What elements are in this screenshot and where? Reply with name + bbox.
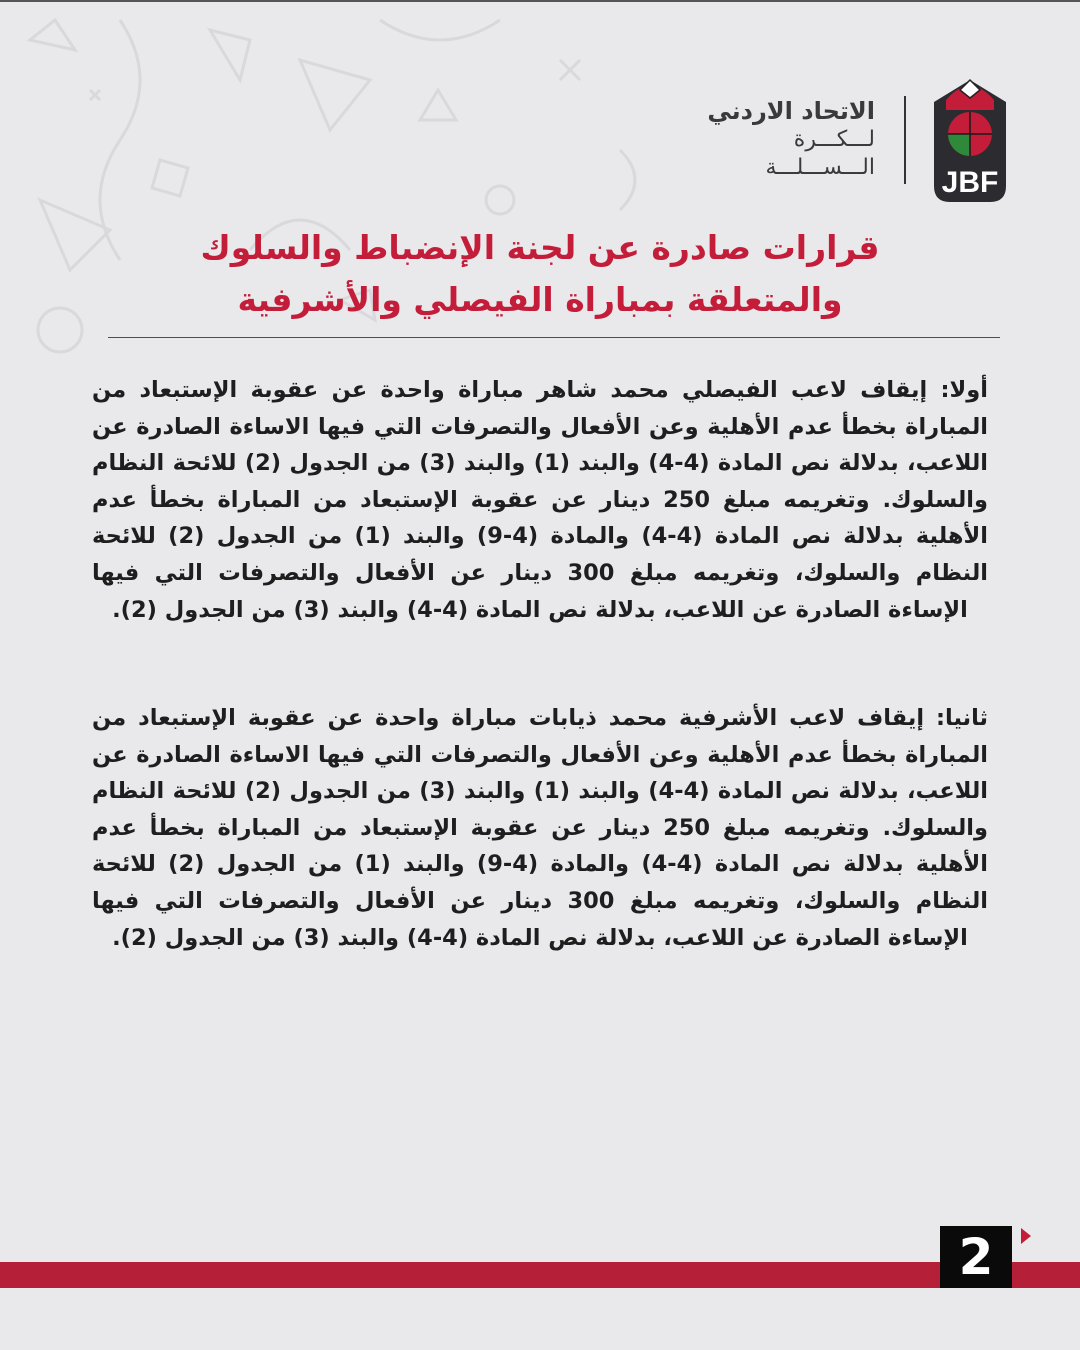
- header-divider: [904, 96, 906, 184]
- org-name-line3: الـــســـلـــة: [765, 155, 875, 180]
- org-name-line2: لـــكـــرة: [793, 127, 875, 152]
- jbf-logo: [928, 70, 1012, 210]
- page-title: [120, 222, 960, 326]
- title-underline: [108, 337, 1000, 338]
- next-arrow-icon: [1021, 1228, 1031, 1244]
- organization-name: [695, 96, 875, 182]
- title-line2: والمتعلقة بمباراة الفيصلي والأشرفية: [237, 280, 843, 319]
- org-name-line1: الاتحاد الاردني: [707, 97, 875, 125]
- decision-second: ثانيا: إيقاف لاعب الأشرفية محمد ذيابات مباراة واحدة عن عقوبة الإستبعاد من المباراة بخطأ عدم الأهلية وعن الأفعال والتصرفات التي فيها الاساءة الصادرة عن اللاعب، بدلالة نص المادة (4-4) والبند (1) والبند (3) من الجدول (2) للائحة النظام والسلوك. وتغريمه مبلغ 250 دينار عن عقوبة الإستبعاد من المباراة بخطأ عدم الأهلية بدلالة نص المادة (4-4) والمادة (4-9) والبند (1) من الجدول (2) للائحة النظام والسلوك، وتغريمه مبلغ 300 دينار عن الأفعال والتصرفات التي فيها الإساءة الصادرة عن اللاعب، بدلالة نص المادة (4-4) والبند (3) من الجدول (2).: [92, 705, 989, 951]
- page-number-badge: 2: [940, 1226, 1012, 1288]
- decision-first: أولا: إيقاف لاعب الفيصلي محمد شاهر مباراة واحدة عن عقوبة الإستبعاد من المباراة بخطأ عدم الأهلية وعن الأفعال والتصرفات التي فيها الاساءة الصادرة عن اللاعب، بدلالة نص المادة (4-4) والبند (1) والبند (3) من الجدول (2) للائحة النظام والسلوك. وتغريمه مبلغ 250 دينار عن عقوبة الإستبعاد من المباراة بخطأ عدم الأهلية بدلالة نص المادة (4-4) والمادة (4-9) والبند (1) من الجدول (2) للائحة النظام والسلوك، وتغريمه مبلغ 300 دينار عن الأفعال والتصرفات التي فيها الإساءة الصادرة عن اللاعب، بدلالة نص المادة (4-4) والبند (3) من الجدول (2).: [92, 377, 989, 623]
- footer-band: [0, 1262, 1080, 1288]
- title-line1: قرارات صادرة عن لجنة الإنضباط والسلوك: [200, 228, 880, 267]
- logo-text: JBF: [941, 166, 999, 199]
